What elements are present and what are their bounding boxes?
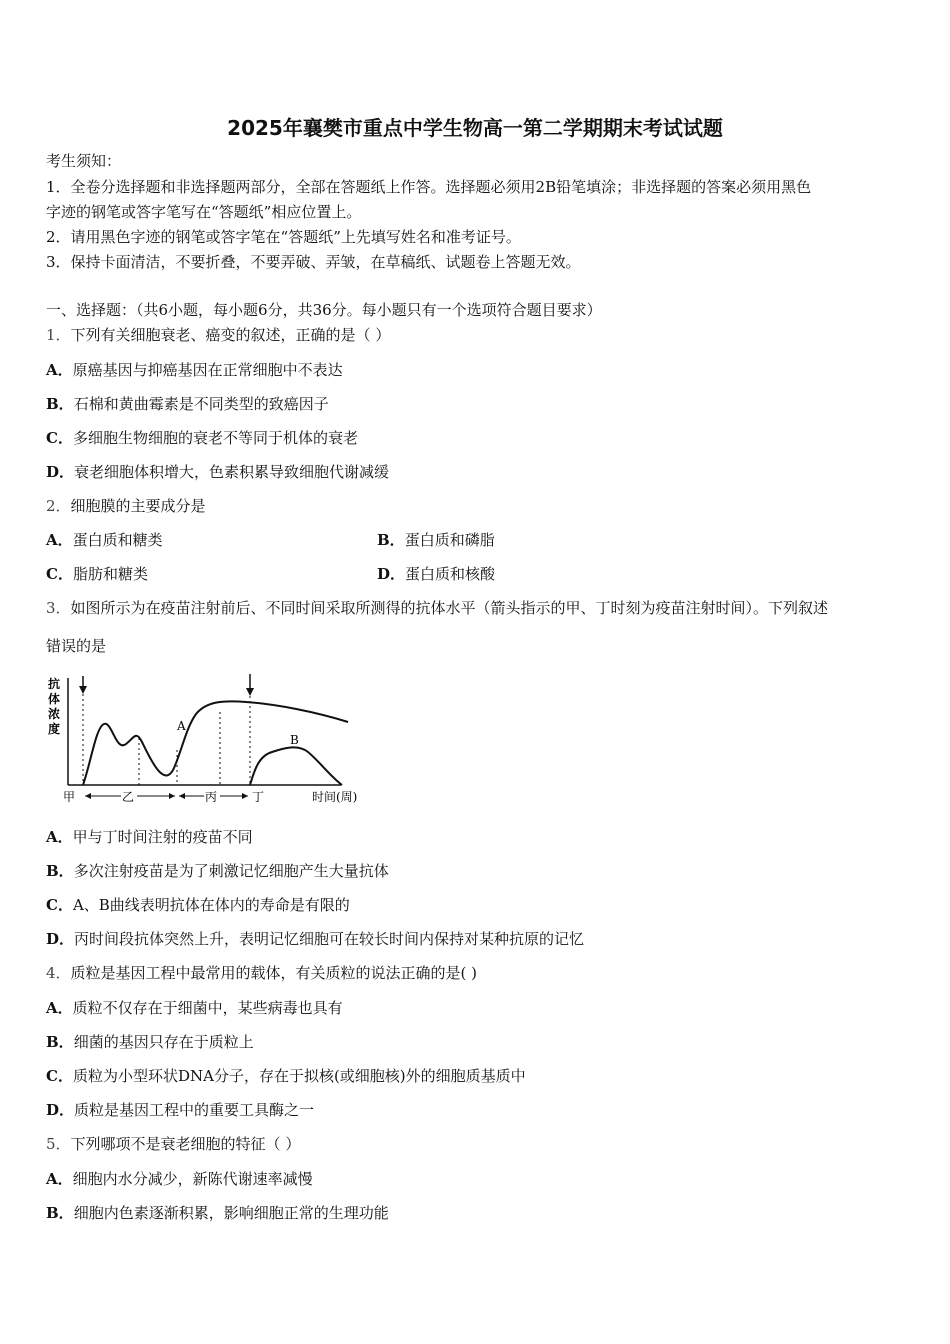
arrowhead [85, 793, 91, 799]
option-label: B． [46, 395, 74, 413]
option-label: C． [46, 429, 73, 447]
arrowhead [79, 686, 87, 694]
question-3-stem [46, 598, 828, 618]
q5-option-a [46, 1169, 313, 1189]
curve-a [83, 701, 348, 785]
question-2-stem [46, 496, 206, 516]
option-label: C． [46, 1067, 73, 1085]
option-text: 质粒不仅存在于细菌中，某些病毒也具有 [72, 999, 343, 1017]
question-1-stem [46, 325, 390, 345]
option-text: 丙时间段抗体突然上升，表明记忆细胞可在较长时间内保持对某种抗原的记忆 [74, 930, 585, 948]
option-label: D． [377, 565, 406, 583]
notice-item: 字迹的钢笔或答字笔写在“答题纸”相应位置上。 [46, 203, 362, 221]
notice-heading: 考生须知： [46, 152, 122, 170]
x-mark-bing: 丙 [205, 790, 218, 804]
q3-option-c [46, 895, 350, 915]
option-label: D． [46, 930, 75, 948]
option-label: B． [46, 862, 74, 880]
option-label: C． [46, 565, 73, 583]
arrowhead [169, 793, 175, 799]
q1-option-c [46, 428, 358, 448]
question-number: 5． [46, 1135, 71, 1153]
option-label: B． [46, 1204, 74, 1222]
option-label: B． [377, 531, 405, 549]
option-text: 蛋白质和核酸 [405, 565, 496, 583]
option-text: 细胞内水分减少，新陈代谢速率减慢 [72, 1170, 313, 1188]
q3-option-d [46, 929, 584, 949]
option-label: A． [46, 828, 73, 846]
y-axis-label-char: 度 [48, 722, 61, 736]
q2-option-c [46, 564, 148, 584]
option-text: 蛋白质和磷脂 [404, 531, 495, 549]
antibody-figure [46, 672, 376, 812]
option-label: A． [46, 531, 73, 549]
curve-a-label: A [177, 719, 186, 733]
option-text: 脂肪和糖类 [72, 565, 148, 583]
q4-option-c [46, 1066, 526, 1086]
question-text: 细胞膜的主要成分是 [70, 497, 206, 515]
curve-b [250, 747, 342, 785]
option-label: D． [46, 463, 75, 481]
q3-option-b [46, 861, 389, 881]
x-axis-label: 时间(周) [312, 790, 358, 804]
q2-option-b [377, 530, 495, 550]
q4-option-b [46, 1032, 254, 1052]
arrowhead [246, 688, 254, 696]
curve-b-label: B [290, 733, 299, 747]
option-text: 衰老细胞体积增大，色素积累导致细胞代谢减缓 [74, 463, 390, 481]
arrowhead [179, 793, 185, 799]
q3-option-a [46, 827, 253, 847]
question-text: 质粒是基因工程中最常用的载体，有关质粒的说法正确的是( ) [70, 964, 478, 982]
option-label: A． [46, 1170, 73, 1188]
option-text: 细胞内色素逐渐积累，影响细胞正常的生理功能 [73, 1204, 389, 1222]
question-text: 下列哪项不是衰老细胞的特征（ ） [70, 1135, 301, 1153]
question-text: 下列有关细胞衰老、癌变的叙述，正确的是（ ） [70, 326, 391, 344]
arrowhead [242, 793, 248, 799]
q2-option-a [46, 530, 163, 550]
question-5-stem [46, 1134, 300, 1154]
option-text: A、B曲线表明抗体在体内的寿命是有限的 [72, 896, 350, 914]
option-text: 原癌基因与抑癌基因在正常细胞中不表达 [72, 361, 343, 379]
notice-item: 1．全卷分选择题和非选择题两部分，全部在答题纸上作答。选择题必须用2B铅笔填涂；非选择题的答案必须用黑色 [46, 178, 812, 196]
option-label: D． [46, 1101, 75, 1119]
q5-option-b [46, 1203, 389, 1223]
option-text: 蛋白质和糖类 [72, 531, 163, 549]
page-title: 2025年襄樊市重点中学生物高一第二学期期末考试试题 [227, 116, 723, 140]
q1-option-a [46, 360, 343, 380]
q2-option-d [377, 564, 495, 584]
option-text: 细菌的基因只存在于质粒上 [73, 1033, 254, 1051]
question-number: 2． [46, 497, 71, 515]
q1-option-b [46, 394, 329, 414]
question-text: 如图所示为在疫苗注射前后、不同时间采取所测得的抗体水平（箭头指示的甲、丁时刻为疫苗注射时间）。下列叙述 [70, 599, 829, 617]
option-text: 甲与丁时间注射的疫苗不同 [72, 828, 253, 846]
question-number: 4． [46, 964, 71, 982]
option-label: A． [46, 999, 73, 1017]
x-mark-jia: 甲 [63, 790, 76, 804]
q1-option-d [46, 462, 389, 482]
x-mark-yi: 乙 [122, 790, 135, 804]
q4-option-d [46, 1100, 314, 1120]
section-heading: 一、选择题：（共6小题，每小题6分，共36分。每小题只有一个选项符合题目要求） [46, 301, 602, 319]
option-text: 石棉和黄曲霉素是不同类型的致癌因子 [73, 395, 329, 413]
option-text: 多次注射疫苗是为了刺激记忆细胞产生大量抗体 [73, 862, 389, 880]
x-mark-ding: 丁 [252, 790, 265, 804]
y-axis-label-char: 抗 [48, 677, 61, 691]
question-4-stem [46, 963, 477, 983]
notice-item: 2．请用黑色字迹的钢笔或答字笔在“答题纸”上先填写姓名和准考证号。 [46, 228, 521, 246]
question-3-stem-cont: 错误的是 [46, 637, 107, 655]
option-label: A． [46, 361, 73, 379]
option-text: 多细胞生物细胞的衰老不等同于机体的衰老 [72, 429, 358, 447]
option-text: 质粒是基因工程中的重要工具酶之一 [74, 1101, 315, 1119]
question-number: 3． [46, 599, 71, 617]
option-text: 质粒为小型环状DNA分子，存在于拟核(或细胞核)外的细胞质基质中 [72, 1067, 526, 1085]
option-label: C． [46, 896, 73, 914]
y-axis-label-char: 浓 [48, 707, 61, 721]
option-label: B． [46, 1033, 74, 1051]
q4-option-a [46, 998, 343, 1018]
y-axis-label-char: 体 [48, 692, 61, 706]
question-number: 1． [46, 326, 71, 344]
notice-item: 3．保持卡面清洁，不要折叠，不要弄破、弄皱，在草稿纸、试题卷上答题无效。 [46, 253, 581, 271]
